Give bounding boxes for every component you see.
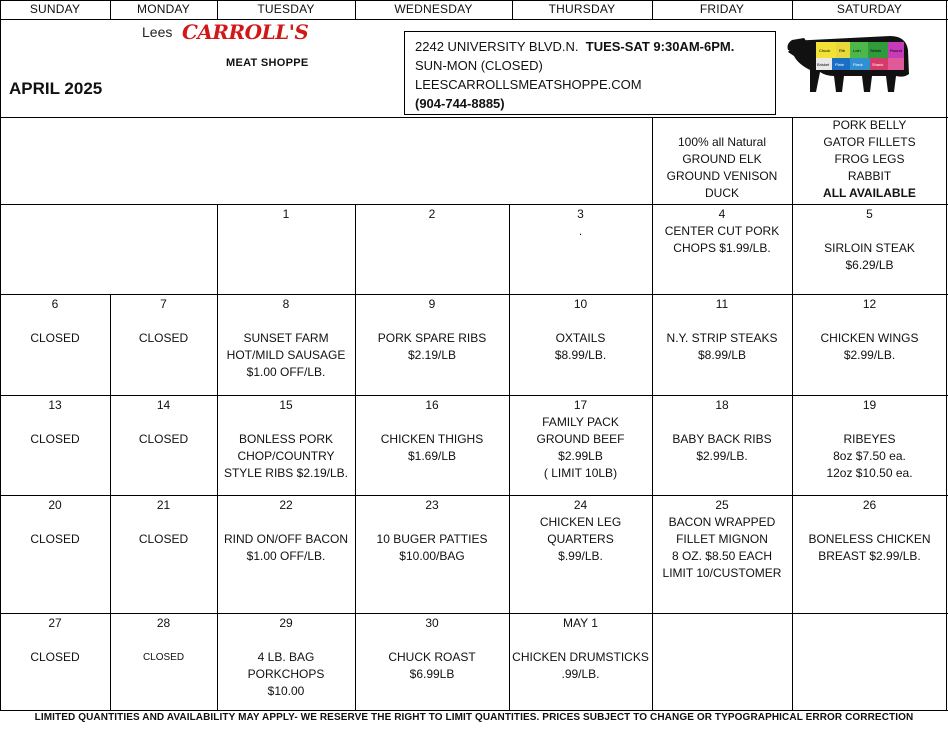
- day-cell: [110, 615, 217, 666]
- day-cell: [509, 296, 652, 364]
- day-number: 24: [573, 498, 588, 512]
- store-phone[interactable]: (904-744-8885): [415, 96, 505, 111]
- day-special: CLOSED: [30, 331, 80, 345]
- saturday-specials: [792, 117, 947, 202]
- beef-cuts-cow-icon: [786, 30, 914, 98]
- day-cell: [110, 296, 217, 347]
- footer-disclaimer: LIMITED QUANTITIES AND AVAILABILITY MAY APPLY- WE RESERVE THE RIGHT TO LIMIT QUANTITIES. PRICES SUBJECT TO CHANGE OR TYPOGRAPHICAL ERROR CORRECTION: [34, 712, 914, 723]
- day-cell: [355, 397, 509, 465]
- day-number: 23: [425, 498, 439, 512]
- special-item: RABBIT: [847, 169, 892, 183]
- weekday-sunday: SUNDAY: [29, 2, 81, 16]
- day-number: 12: [862, 297, 877, 311]
- day-number: 22: [279, 498, 293, 512]
- day-special: BABY BACK RIBS $2.99/LB.: [672, 432, 772, 463]
- special-item: GROUND ELK: [682, 152, 762, 166]
- day-cell: [0, 497, 110, 548]
- day-special: CLOSED: [30, 650, 80, 664]
- day-number: 18: [715, 398, 729, 412]
- day-cell: [652, 497, 792, 582]
- day-special: CLOSED: [138, 532, 189, 546]
- month-title: APRIL 2025: [9, 79, 103, 98]
- day-number: 5: [866, 207, 873, 221]
- day-cell: [652, 296, 792, 364]
- day-cell: [110, 397, 217, 448]
- day-cell: [110, 497, 217, 548]
- cow-label-flank: Flank: [853, 62, 863, 67]
- day-number: 13: [48, 398, 62, 412]
- special-item: GATOR FILLETS: [823, 135, 916, 149]
- day-special: BONELESS CHICKEN BREAST $2.99/LB.: [808, 532, 931, 563]
- day-cell: [509, 497, 652, 565]
- special-item: FROG LEGS: [834, 152, 905, 166]
- day-special: PORK SPARE RIBS $2.19/LB: [377, 331, 487, 362]
- day-cell: [355, 497, 509, 565]
- day-number: 28: [156, 616, 171, 630]
- day-special: SIRLOIN STEAK $6.29/LB: [824, 241, 915, 272]
- day-special: CLOSED: [30, 432, 80, 446]
- cow-label-sirloin: Sirloin: [870, 48, 882, 53]
- day-cell: [509, 206, 652, 240]
- day-cell: [652, 206, 792, 257]
- logo-subtitle: MEAT SHOPPE: [226, 57, 309, 69]
- special-item: DUCK: [704, 186, 739, 200]
- day-number: 8: [282, 297, 290, 311]
- cow-label-round: Round: [890, 48, 902, 53]
- day-special: RIND ON/OFF BACON $1.00 OFF/LB.: [223, 532, 348, 563]
- store-info-box: [404, 31, 776, 115]
- day-number: 4: [718, 207, 726, 221]
- day-number: 29: [279, 616, 293, 630]
- day-cell: [217, 397, 355, 482]
- store-address: 2242 UNIVERSITY BLVD.N.: [415, 39, 579, 54]
- day-cell: [0, 296, 110, 347]
- day-special: CHICKEN DRUMSTICKS .99/LB.: [512, 650, 649, 681]
- day-cell: [355, 615, 509, 683]
- day-cell: [792, 206, 947, 274]
- day-number: 25: [715, 498, 729, 512]
- day-special: SUNSET FARM HOT/MILD SAUSAGE $1.00 OFF/LB.: [226, 331, 346, 379]
- special-item: PORK BELLY: [832, 118, 907, 132]
- day-cell: [217, 615, 355, 700]
- day-cell: [509, 615, 652, 683]
- day-cell: [792, 397, 947, 482]
- weekday-saturday: SATURDAY: [836, 2, 903, 16]
- cow-label-shank: Shank: [872, 62, 884, 67]
- cow-label-loin: Loin: [853, 48, 861, 53]
- day-special: N.Y. STRIP STEAKS $8.99/LB: [666, 331, 778, 362]
- closed-days: SUN-MON (CLOSED): [415, 58, 543, 73]
- day-special: CHICKEN THIGHS $1.69/LB: [380, 432, 484, 463]
- day-special: OXTAILS $8.99/LB.: [554, 331, 607, 362]
- day-number: 14: [156, 398, 171, 412]
- day-special: RIBEYES 8oz $7.50 ea. 12oz $10.50 ea.: [826, 432, 913, 480]
- day-special: 4 LB. BAG PORKCHOPS $10.00: [247, 650, 325, 698]
- weekday-wednesday: WEDNESDAY: [394, 2, 473, 16]
- day-number: 16: [425, 398, 439, 412]
- day-number: 3: [577, 207, 584, 221]
- day-number: 20: [48, 498, 62, 512]
- special-item: 100% all Natural: [677, 135, 767, 149]
- day-cell: [652, 397, 792, 465]
- cow-label-rib: Rib: [839, 48, 846, 53]
- day-special: CLOSED: [138, 432, 189, 446]
- day-special: .: [578, 224, 583, 238]
- day-special: CHUCK ROAST $6.99LB: [388, 650, 476, 681]
- day-cell: [217, 497, 355, 565]
- day-special: CHICKEN WINGS $2.99/LB.: [820, 331, 919, 362]
- day-cell: [792, 296, 947, 364]
- store-hours: TUES-SAT 9:30AM-6PM.: [585, 39, 735, 54]
- weekday-thursday: THURSDAY: [548, 2, 616, 16]
- cow-label-brisket: Brisket: [817, 62, 830, 67]
- day-special: BONLESS PORK CHOP/COUNTRY STYLE RIBS $2.19/LB.: [223, 432, 349, 480]
- day-cell: [217, 206, 355, 223]
- day-special: CHICKEN LEG QUARTERS $.99/LB.: [539, 515, 622, 563]
- special-all-available: ALL AVAILABLE: [823, 186, 916, 200]
- day-special: CENTER CUT PORK CHOPS $1.99/LB.: [664, 224, 780, 255]
- day-cell: [217, 296, 355, 381]
- weekday-tuesday: TUESDAY: [257, 2, 315, 16]
- day-cell: [0, 397, 110, 448]
- day-special: BACON WRAPPED FILLET MIGNON 8 OZ. $8.50 EACH LIMIT 10/CUSTOMER: [662, 515, 782, 580]
- day-cell: [355, 206, 509, 223]
- day-special: CLOSED: [30, 532, 80, 546]
- day-number: 10: [573, 297, 588, 311]
- weekday-friday: FRIDAY: [699, 2, 745, 16]
- day-cell: [509, 397, 652, 482]
- day-cell: [355, 296, 509, 364]
- day-number: MAY 1: [563, 616, 598, 630]
- day-number: 15: [279, 398, 293, 412]
- day-number: 30: [425, 616, 439, 630]
- day-special: CLOSED: [142, 652, 185, 663]
- day-number: 7: [160, 297, 167, 311]
- store-logo: CARROLL'S: [182, 20, 309, 44]
- day-number: 6: [51, 297, 59, 311]
- day-number: 11: [715, 297, 729, 311]
- day-cell: [0, 615, 110, 666]
- day-number: 27: [48, 616, 62, 630]
- day-number: 9: [428, 297, 436, 311]
- day-number: 21: [156, 498, 171, 512]
- day-special: FAMILY PACK GROUND BEEF $2.99LB ( LIMIT 10LB): [536, 415, 625, 480]
- day-number: 26: [862, 498, 877, 512]
- cow-label-chuck: Chuck: [819, 48, 831, 53]
- cow-label-plate: Plate: [835, 62, 845, 67]
- weekday-monday: MONDAY: [137, 2, 190, 16]
- day-special: CLOSED: [138, 331, 189, 345]
- day-cell: [792, 497, 947, 565]
- day-number: 2: [428, 207, 436, 221]
- logo-lees-text: Lees: [142, 24, 173, 40]
- day-special: 10 BUGER PATTIES $10.00/BAG: [376, 532, 488, 563]
- day-number: 19: [862, 398, 877, 412]
- store-website[interactable]: LEESCARROLLSMEATSHOPPE.COM: [415, 77, 642, 92]
- friday-specials: [652, 134, 792, 202]
- day-number: 1: [282, 207, 290, 221]
- special-item: GROUND VENISON: [666, 169, 778, 183]
- day-number: 17: [573, 398, 588, 412]
